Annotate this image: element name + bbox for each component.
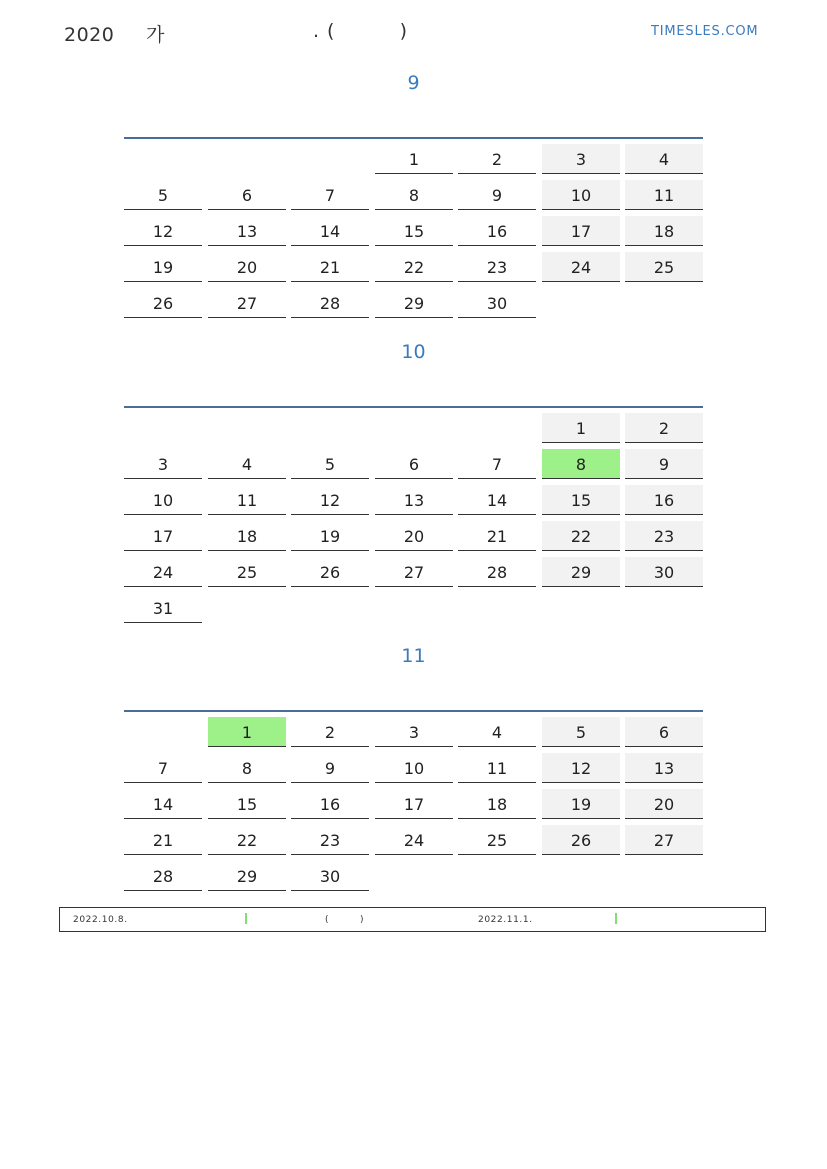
day-cell: 21 — [291, 252, 369, 282]
day-cell: 17 — [375, 789, 453, 819]
empty-day-cell — [208, 413, 286, 442]
header-dot: . — [313, 20, 320, 42]
day-cell: 16 — [291, 789, 369, 819]
day-cell: 4 — [458, 717, 536, 747]
day-cell: 6 — [625, 717, 703, 747]
day-cell: 26 — [542, 825, 620, 855]
day-cell: 14 — [291, 216, 369, 246]
week-row — [124, 413, 703, 444]
day-cell: 25 — [458, 825, 536, 855]
empty-day-cell — [458, 593, 536, 622]
site-link[interactable]: TIMESLES.COM — [651, 24, 759, 39]
day-cell: 19 — [291, 521, 369, 551]
day-cell: 23 — [625, 521, 703, 551]
day-cell: 19 — [124, 252, 202, 282]
empty-day-cell — [375, 861, 453, 890]
day-cell: 17 — [124, 521, 202, 551]
day-cell: 18 — [208, 521, 286, 551]
day-cell: 30 — [625, 557, 703, 587]
day-cell: 1 — [542, 413, 620, 443]
day-cell: 8 — [375, 180, 453, 210]
empty-day-cell — [542, 861, 620, 890]
day-cell: 13 — [208, 216, 286, 246]
day-cell: 5 — [291, 449, 369, 479]
week-row — [124, 288, 703, 319]
day-cell: 30 — [458, 288, 536, 318]
day-cell: 15 — [542, 485, 620, 515]
empty-day-cell — [542, 593, 620, 622]
day-cell: 22 — [375, 252, 453, 282]
header-paren-close: ) — [399, 20, 407, 42]
day-cell: 18 — [625, 216, 703, 246]
empty-day-cell — [124, 717, 202, 746]
day-cell: 7 — [291, 180, 369, 210]
day-cell: 12 — [291, 485, 369, 515]
empty-day-cell — [375, 593, 453, 622]
day-cell: 18 — [458, 789, 536, 819]
month-title: 9 — [407, 72, 420, 94]
day-cell: 24 — [375, 825, 453, 855]
header-paren — [327, 20, 407, 42]
empty-day-cell — [375, 413, 453, 442]
day-cell: 25 — [625, 252, 703, 282]
day-cell: 24 — [542, 252, 620, 282]
empty-day-cell — [625, 861, 703, 890]
day-cell: 9 — [291, 753, 369, 783]
month-title: 10 — [401, 341, 426, 363]
day-cell: 28 — [124, 861, 202, 891]
day-cell: 20 — [625, 789, 703, 819]
legend-paren-open: ( — [325, 915, 330, 925]
day-cell: 1 — [208, 717, 286, 747]
day-cell: 2 — [625, 413, 703, 443]
day-cell: 24 — [124, 557, 202, 587]
day-cell: 11 — [625, 180, 703, 210]
day-cell: 31 — [124, 593, 202, 623]
header-year: 2020 — [64, 24, 115, 46]
day-cell: 3 — [375, 717, 453, 747]
day-cell: 26 — [291, 557, 369, 587]
legend-box — [59, 907, 766, 932]
week-row — [124, 717, 703, 748]
week-row — [124, 825, 703, 856]
day-cell: 23 — [291, 825, 369, 855]
day-cell: 15 — [208, 789, 286, 819]
day-cell: 10 — [375, 753, 453, 783]
empty-day-cell — [291, 593, 369, 622]
day-cell: 10 — [542, 180, 620, 210]
month-grid — [124, 406, 703, 630]
week-row — [124, 449, 703, 480]
day-cell: 27 — [625, 825, 703, 855]
day-cell: 12 — [542, 753, 620, 783]
day-cell: 1 — [375, 144, 453, 174]
day-cell: 20 — [375, 521, 453, 551]
empty-day-cell — [625, 593, 703, 622]
day-cell: 3 — [542, 144, 620, 174]
week-row — [124, 521, 703, 552]
day-cell: 29 — [542, 557, 620, 587]
empty-day-cell — [625, 288, 703, 317]
day-cell: 12 — [124, 216, 202, 246]
day-cell: 7 — [124, 753, 202, 783]
month-grid — [124, 137, 703, 325]
week-row — [124, 753, 703, 784]
day-cell: 6 — [208, 180, 286, 210]
day-cell: 10 — [124, 485, 202, 515]
day-cell: 29 — [375, 288, 453, 318]
day-cell: 26 — [124, 288, 202, 318]
legend-paren-close: ) — [360, 915, 365, 925]
header-year-line — [64, 20, 292, 47]
week-row — [124, 216, 703, 247]
day-cell: 9 — [458, 180, 536, 210]
week-row — [124, 557, 703, 588]
empty-day-cell — [458, 861, 536, 890]
day-cell: 21 — [124, 825, 202, 855]
day-cell: 9 — [625, 449, 703, 479]
day-cell: 4 — [208, 449, 286, 479]
day-cell: 27 — [375, 557, 453, 587]
day-cell: 25 — [208, 557, 286, 587]
day-cell: 8 — [542, 449, 620, 479]
day-cell: 28 — [458, 557, 536, 587]
empty-day-cell — [208, 593, 286, 622]
week-row — [124, 861, 703, 892]
day-cell: 13 — [375, 485, 453, 515]
day-cell: 13 — [625, 753, 703, 783]
day-cell: 14 — [124, 789, 202, 819]
empty-day-cell — [124, 144, 202, 173]
day-cell: 29 — [208, 861, 286, 891]
day-cell: 14 — [458, 485, 536, 515]
day-cell: 30 — [291, 861, 369, 891]
day-cell: 7 — [458, 449, 536, 479]
week-row — [124, 180, 703, 211]
day-cell: 11 — [458, 753, 536, 783]
day-cell: 15 — [375, 216, 453, 246]
day-cell: 22 — [208, 825, 286, 855]
legend-highlight-marker-1 — [245, 913, 247, 924]
day-cell: 2 — [291, 717, 369, 747]
week-row — [124, 485, 703, 516]
empty-day-cell — [291, 144, 369, 173]
empty-day-cell — [208, 144, 286, 173]
day-cell: 11 — [208, 485, 286, 515]
week-row — [124, 144, 703, 175]
day-cell: 16 — [625, 485, 703, 515]
month-grid — [124, 710, 703, 898]
header-ga: 가 — [146, 24, 165, 46]
day-cell: 8 — [208, 753, 286, 783]
header-paren-open: ( — [327, 20, 335, 42]
legend-date-2: 2022.11.1. — [478, 915, 533, 925]
day-cell: 2 — [458, 144, 536, 174]
day-cell: 4 — [625, 144, 703, 174]
day-cell: 19 — [542, 789, 620, 819]
day-cell: 22 — [542, 521, 620, 551]
day-cell: 3 — [124, 449, 202, 479]
empty-day-cell — [542, 288, 620, 317]
empty-day-cell — [291, 413, 369, 442]
day-cell: 5 — [542, 717, 620, 747]
day-cell: 20 — [208, 252, 286, 282]
day-cell: 5 — [124, 180, 202, 210]
week-row — [124, 252, 703, 283]
empty-day-cell — [124, 413, 202, 442]
day-cell: 17 — [542, 216, 620, 246]
legend-highlight-marker-2 — [615, 913, 617, 924]
day-cell: 28 — [291, 288, 369, 318]
day-cell: 21 — [458, 521, 536, 551]
day-cell: 27 — [208, 288, 286, 318]
day-cell: 23 — [458, 252, 536, 282]
week-row — [124, 593, 703, 624]
week-row — [124, 789, 703, 820]
day-cell: 6 — [375, 449, 453, 479]
empty-day-cell — [458, 413, 536, 442]
day-cell: 16 — [458, 216, 536, 246]
legend-date-1: 2022.10.8. — [73, 915, 128, 925]
month-title: 11 — [401, 645, 426, 667]
